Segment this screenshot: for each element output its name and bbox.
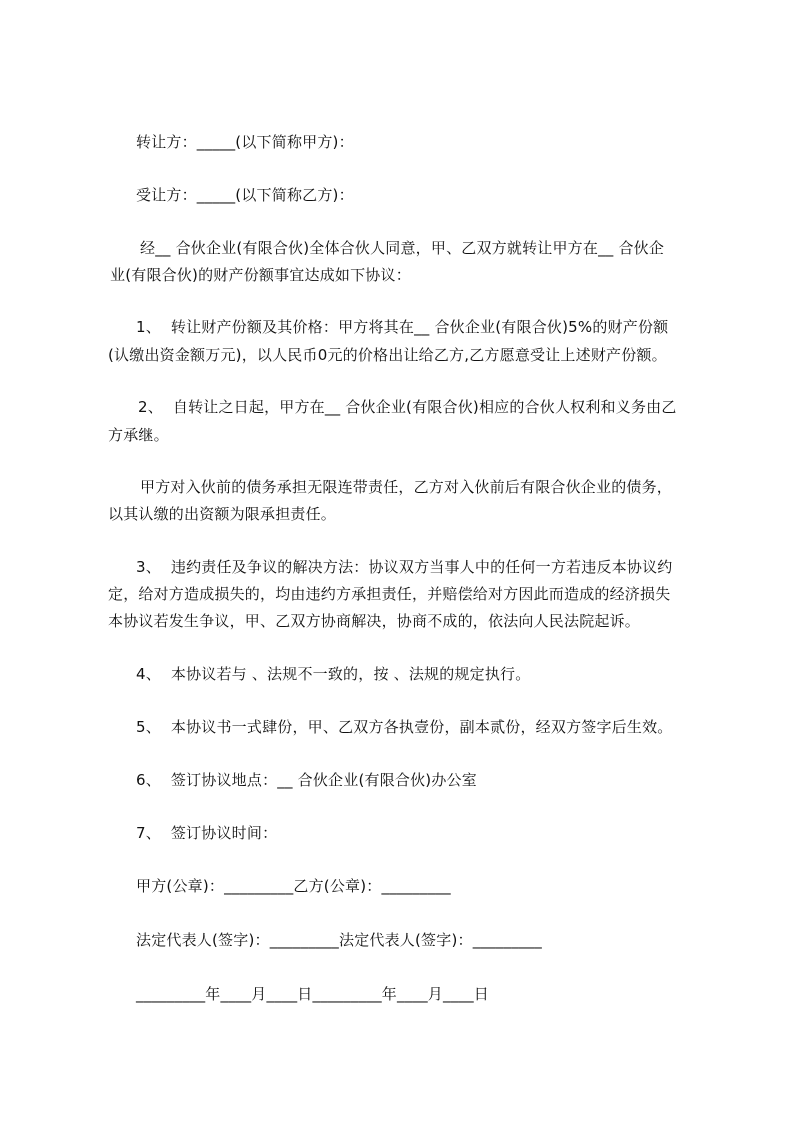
representative-signature-line: 法定代表人(签字)：_________法定代表人(签字)：_________ (136, 931, 543, 949)
clause-3-line-1: 3、 违约责任及争议的解决方法：协议双方当事人中的任何一方若违反本协议约 (136, 558, 673, 576)
liability-line-2: 以其认缴的出资额为限承担责任。 (108, 505, 337, 523)
clause-6: 6、 签订协议地点：__ 合伙企业(有限合伙)办公室 (136, 771, 477, 789)
clause-2-line-1: 2、 自转让之日起，甲方在__ 合伙企业(有限合伙)相应的合伙人权利和义务由乙 (138, 398, 677, 416)
transferor-line: 转让方：_____(以下简称甲方)： (136, 133, 354, 151)
clause-1-line-1: 1、 转让财产份额及其价格：甲方将其在__ 合伙企业(有限合伙)5%的财产份额 (136, 318, 669, 336)
clause-5: 5、 本协议书一式肆份，甲、乙双方各执壹份，副本贰份，经双方签字后生效。 (136, 718, 673, 736)
liability-line-1: 甲方对入伙前的债务承担无限连带责任，乙方对入伙前后有限合伙企业的债务， (140, 478, 673, 496)
transferee-line: 受让方：_____(以下简称乙方)： (136, 186, 354, 204)
intro-line-1: 经__ 合伙企业(有限合伙)全体合伙人同意，甲、乙双方就转让甲方在__ 合伙企 (140, 239, 665, 257)
clause-2-line-2: 方承继。 (108, 426, 169, 444)
seal-signature-line: 甲方(公章)：_________乙方(公章)：_________ (136, 877, 451, 895)
intro-line-2: 业(有限合伙)的财产份额事宜达成如下协议： (110, 266, 411, 284)
clause-7: 7、 签订协议时间： (136, 824, 278, 842)
date-line: _________年____月____日_________年____月____日 (136, 985, 490, 1003)
clause-4: 4、 本协议若与 、法规不一致的，按 、法规的规定执行。 (136, 665, 531, 683)
clause-3-line-2: 定，给对方造成损失的，均由违约方承担责任，并赔偿给对方因此而造成的经济损失 (108, 585, 671, 603)
clause-3-line-3: 本协议若发生争议，甲、乙双方协商解决，协商不成的，依法向人民法院起诉。 (108, 612, 641, 630)
clause-1-line-2: (认缴出资金额万元)，以人民币0元的价格出让给乙方,乙方愿意受让上述财产份额。 (108, 346, 667, 364)
